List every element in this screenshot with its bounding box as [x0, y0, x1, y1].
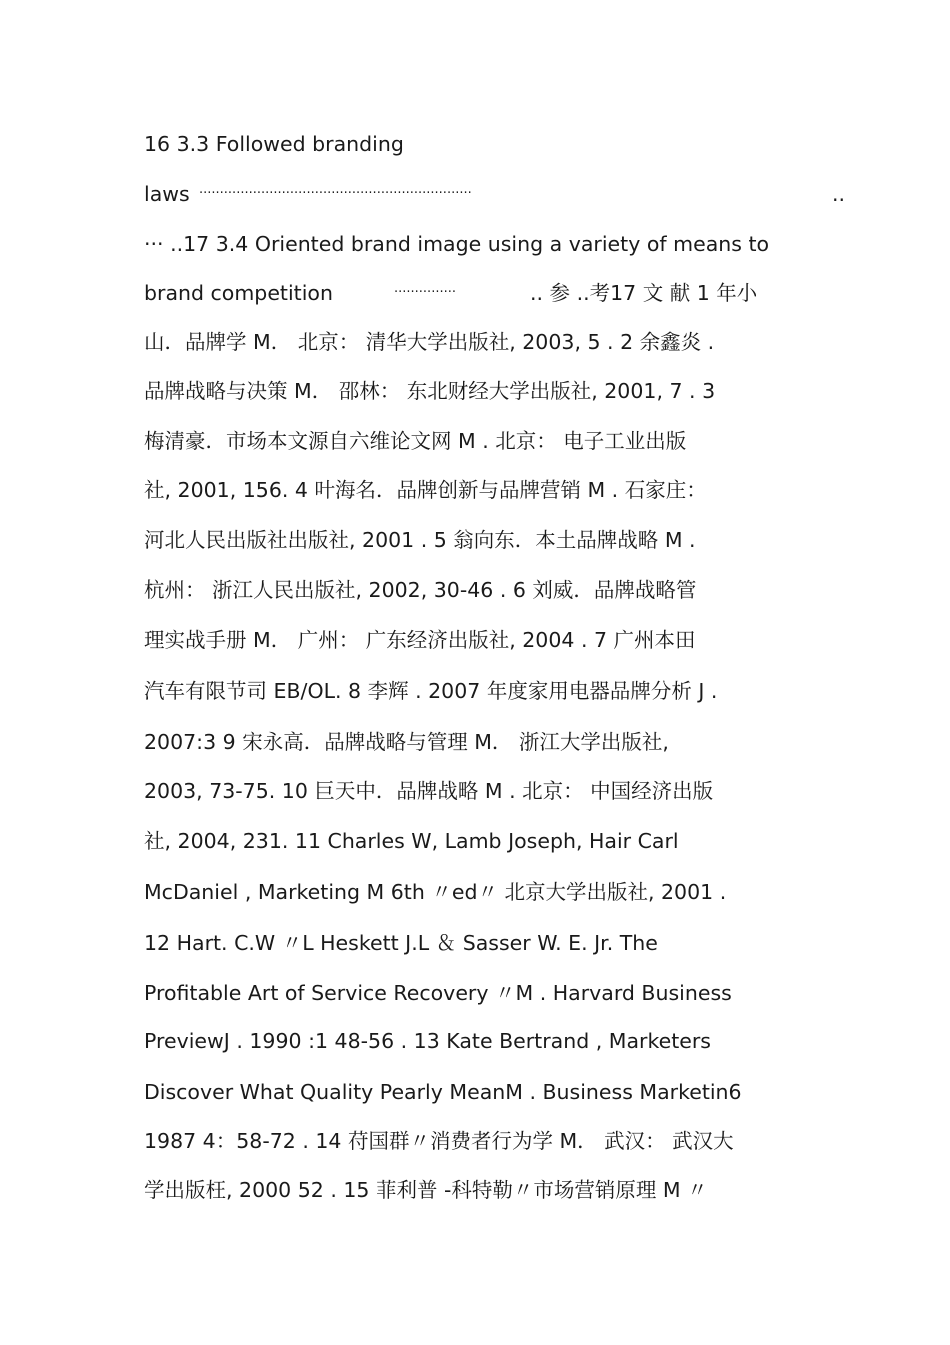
line-6-text: 品牌战略与决策 M． 邵林： 东北财经大学出版社, 2001, 7 . 3	[144, 379, 716, 403]
line-8-text: 社, 2001, 156. 4 叶海名．品牌创新与品牌营销 M . 石家庄：	[144, 478, 707, 502]
line-22-text: 学出版枉, 2000 52 . 15 菲利普 -科特勒〃市场营销原理 M 〃	[144, 1178, 708, 1202]
text-line-2	[144, 179, 864, 209]
line-21-text: 1987 4：58-72 . 14 苻国群〃消费者行为学 M． 武汉： 武汉大	[144, 1129, 734, 1153]
line-9-text: 河北人民出版社出版社, 2001 . 5 翁向东．本土品牌战略 M .	[144, 528, 696, 552]
line-16-text: McDaniel , Marketing M 6th 〃ed〃 北京大学出版社, 2001 .	[144, 880, 727, 904]
text-line-4	[144, 278, 804, 308]
line-4-text: brand competition	[144, 281, 333, 305]
line-3-text: ··· ..17 3.4 Oriented brand image using a variety of means to	[144, 232, 770, 256]
line-17-text: 12 Hart. C.W 〃L Heskett J.L ＆ Sasser W. E. Jr. The	[144, 931, 658, 955]
line-13-text: 2007:3 9 宋永高．品牌战略与管理 M． 浙江大学出版社,	[144, 730, 669, 754]
line-11-text: 理实战手册 M． 广州： 广东经济出版社, 2004 . 7 广州本田	[144, 628, 696, 652]
line-20-text: Discover What Quality Pearly MeanM . Business Marketin6	[144, 1080, 742, 1104]
line-2-text: laws	[144, 182, 190, 206]
leader-dots: ···············	[394, 285, 456, 300]
line-7-text: 梅清豪．市场本文源自六维论文网 M . 北京： 电子工业出版	[144, 429, 687, 453]
line-12-text: 汽车有限节司 EB/OL. 8 李辉 . 2007 年度家用电器品牌分析 J .	[144, 679, 718, 703]
leader-dots: ··································································	[199, 186, 472, 201]
line-14-text: 2003, 73-75. 10 巨天中．品牌战略 M . 北京： 中国经济出版	[144, 779, 714, 803]
line-2-trailing-dots: ..	[832, 182, 846, 206]
line-15-text: 社, 2004, 231. 11 Charles W, Lamb Joseph, Hair Carl	[144, 829, 679, 853]
line-10-text: 杭州： 浙江人民出版社, 2002, 30-46 . 6 刘威．品牌战略管	[144, 578, 697, 602]
line-5-text: 山．品牌学 M． 北京： 清华大学出版社, 2003, 5 . 2 余鑫炎 .	[144, 330, 715, 354]
line-4-tail: .. 参 ..考17 文 献 1 年小	[530, 281, 758, 305]
line-19-text: PreviewJ . 1990 :1 48-56 . 13 Kate Bertrand , Marketers	[144, 1029, 711, 1053]
line-18-text: Profitable Art of Service Recovery 〃M . Harvard Business	[144, 981, 732, 1005]
line-1-text: 16 3.3 Followed branding	[144, 132, 404, 156]
